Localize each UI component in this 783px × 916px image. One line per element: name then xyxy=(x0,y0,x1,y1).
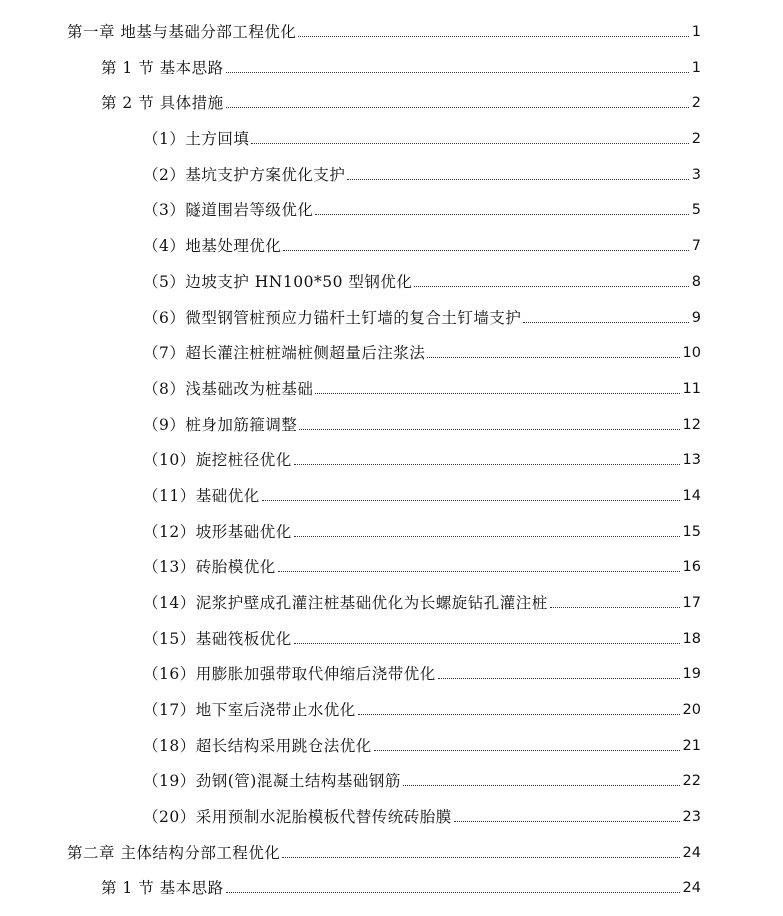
toc-entry-page: 20 xyxy=(682,702,701,718)
toc-dot-leader xyxy=(298,36,688,37)
toc-entry-label: （17）地下室后浇带止水优化 xyxy=(143,701,356,719)
toc-entry-item[interactable] xyxy=(0,589,783,613)
toc-entry-page: 9 xyxy=(691,310,701,326)
toc-entry-page: 15 xyxy=(682,524,701,540)
toc-dot-leader xyxy=(282,857,679,858)
toc-entry-label: （9）桩身加筋箍调整 xyxy=(143,416,298,434)
toc-entry-item[interactable] xyxy=(0,304,783,328)
toc-entry-page: 16 xyxy=(682,559,701,575)
toc-entry-chapter-1[interactable] xyxy=(0,18,783,42)
toc-dot-leader xyxy=(226,72,689,73)
toc-entry-label: （3）隧道围岩等级优化 xyxy=(143,201,314,219)
toc-entry-item[interactable] xyxy=(0,625,783,649)
toc-entry-label: （20）采用预制水泥胎模板代替传统砖胎膜 xyxy=(143,808,452,826)
toc-entry-section[interactable] xyxy=(0,89,783,113)
toc-entry-item[interactable] xyxy=(0,375,783,399)
toc-entry-label: （7）超长灌注桩桩端桩侧超量后注浆法 xyxy=(143,344,426,362)
toc-dot-leader xyxy=(251,143,688,144)
toc-entry-item[interactable] xyxy=(0,482,783,506)
toc-dot-leader xyxy=(226,892,680,893)
toc-entry-item[interactable] xyxy=(0,161,783,185)
toc-entry-item[interactable] xyxy=(0,196,783,220)
toc-entry-page: 3 xyxy=(691,167,701,183)
toc-entry-page: 8 xyxy=(691,274,701,290)
toc-entry-item[interactable] xyxy=(0,660,783,684)
toc-entry-page: 21 xyxy=(682,738,701,754)
toc-dot-leader xyxy=(294,536,680,537)
toc-entry-label: （5）边坡支护 HN100*50 型钢优化 xyxy=(143,273,413,291)
toc-entry-label: （8）浅基础改为桩基础 xyxy=(143,380,314,398)
toc-dot-leader xyxy=(315,214,688,215)
toc-dot-leader xyxy=(403,785,680,786)
toc-entry-item[interactable] xyxy=(0,339,783,363)
toc-entry-page: 24 xyxy=(682,880,701,896)
toc-dot-leader xyxy=(226,107,689,108)
toc-dot-leader xyxy=(550,607,680,608)
toc-dot-leader xyxy=(315,393,679,394)
toc-dot-leader xyxy=(374,750,680,751)
toc-dot-leader xyxy=(347,179,688,180)
toc-entry-item[interactable] xyxy=(0,767,783,791)
toc-entry-page: 19 xyxy=(682,666,701,682)
toc-entry-item[interactable] xyxy=(0,732,783,756)
toc-entry-chapter-2[interactable] xyxy=(0,839,783,863)
toc-dot-leader xyxy=(278,571,680,572)
toc-entry-item[interactable] xyxy=(0,446,783,470)
toc-entry-page: 23 xyxy=(682,809,701,825)
toc-entry-page: 13 xyxy=(682,452,701,468)
toc-dot-leader xyxy=(523,322,688,323)
toc-entry-label: 第 1 节 基本思路 xyxy=(101,59,224,77)
toc-dot-leader xyxy=(299,429,679,430)
toc-entry-page: 1 xyxy=(691,24,701,40)
toc-entry-item[interactable] xyxy=(0,125,783,149)
toc-dot-leader xyxy=(294,643,680,644)
toc-dot-leader xyxy=(438,678,680,679)
toc-entry-item[interactable] xyxy=(0,696,783,720)
toc-entry-item[interactable] xyxy=(0,411,783,435)
toc-entry-item[interactable] xyxy=(0,232,783,256)
toc-entry-page: 7 xyxy=(691,238,701,254)
toc-entry-label: 第 2 节 具体措施 xyxy=(101,94,224,112)
toc-entry-page: 11 xyxy=(682,381,701,397)
toc-entry-page: 1 xyxy=(691,60,701,76)
toc-entry-page: 2 xyxy=(691,95,701,111)
toc-dot-leader xyxy=(454,821,680,822)
toc-entry-label: 第二章 主体结构分部工程优化 xyxy=(67,844,281,862)
toc-entry-label: （13）砖胎模优化 xyxy=(143,558,276,576)
toc-entry-label: （4）地基处理优化 xyxy=(143,237,282,255)
toc-entry-item[interactable] xyxy=(0,553,783,577)
toc-entry-label: （12）坡形基础优化 xyxy=(143,523,292,541)
toc-entry-page: 2 xyxy=(691,131,701,147)
toc-entry-page: 12 xyxy=(682,417,701,433)
toc-dot-leader xyxy=(294,464,680,465)
toc-entry-item[interactable] xyxy=(0,803,783,827)
toc-entry-label: （2）基坑支护方案优化支护 xyxy=(143,166,346,184)
toc-entry-label: （6）微型钢管桩预应力锚杆土钉墙的复合土钉墙支护 xyxy=(143,309,522,327)
toc-entry-page: 24 xyxy=(682,845,701,861)
toc-entry-label: （15）基础筏板优化 xyxy=(143,630,292,648)
toc-entry-label: （18）超长结构采用跳仓法优化 xyxy=(143,737,372,755)
toc-entry-page: 17 xyxy=(682,595,701,611)
toc-entry-section[interactable] xyxy=(0,54,783,78)
toc-entry-label: 第 1 节 基本思路 xyxy=(101,879,224,897)
toc-entry-page: 5 xyxy=(691,202,701,218)
toc-entry-label: （14）泥浆护壁成孔灌注桩基础优化为长螺旋钻孔灌注桩 xyxy=(143,594,548,612)
toc-entry-page: 14 xyxy=(682,488,701,504)
toc-entry-label: 第一章 地基与基础分部工程优化 xyxy=(67,23,297,41)
toc-entry-page: 18 xyxy=(682,631,701,647)
toc-dot-leader xyxy=(358,714,680,715)
toc-entry-item[interactable] xyxy=(0,268,783,292)
toc-dot-leader xyxy=(427,357,679,358)
toc-entry-item[interactable] xyxy=(0,518,783,542)
toc-dot-leader xyxy=(414,286,688,287)
toc-entry-label: （10）旋挖桩径优化 xyxy=(143,451,292,469)
toc-entry-page: 10 xyxy=(682,345,701,361)
toc-dot-leader xyxy=(283,250,688,251)
toc-dot-leader xyxy=(262,500,680,501)
toc-entry-label: （11）基础优化 xyxy=(143,487,260,505)
toc-entry-label: （19）劲钢(管)混凝土结构基础钢筋 xyxy=(143,772,401,790)
toc-entry-label: （16）用膨胀加强带取代伸缩后浇带优化 xyxy=(143,665,436,683)
toc-entry-label: （1）土方回填 xyxy=(143,130,250,148)
toc-entry-page: 22 xyxy=(682,773,701,789)
toc-entry-section[interactable] xyxy=(0,874,783,898)
